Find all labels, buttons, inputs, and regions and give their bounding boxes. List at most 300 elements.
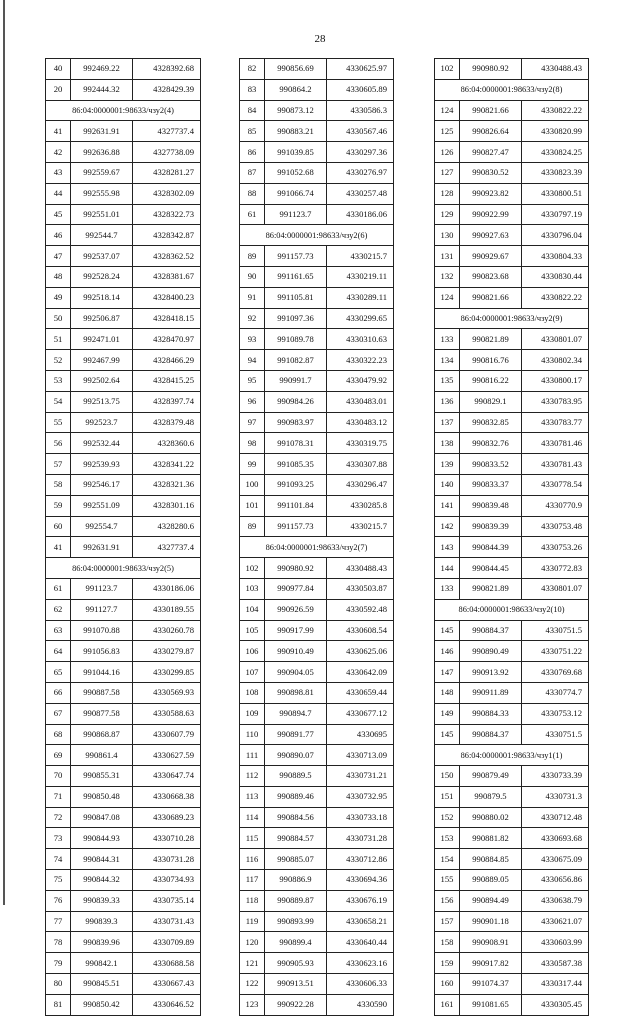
point-number: 90	[240, 266, 265, 287]
point-number: 155	[435, 870, 460, 891]
table-row	[240, 849, 394, 870]
x-coordinate: 990845.51	[71, 974, 133, 995]
x-coordinate: 992469.22	[71, 59, 133, 80]
table-row	[435, 932, 589, 953]
point-number: 130	[435, 225, 460, 246]
point-number: 158	[435, 932, 460, 953]
point-number: 102	[240, 558, 265, 579]
table-row	[46, 433, 201, 454]
x-coordinate: 991074.37	[460, 974, 522, 995]
x-coordinate: 992551.09	[71, 495, 133, 516]
y-coordinate: 4328400.23	[133, 287, 201, 308]
point-number: 72	[46, 807, 71, 828]
x-coordinate: 990923.82	[460, 183, 522, 204]
parcel-id: 86:04:0000001:98633/чзу2(5)	[46, 558, 201, 579]
table-row	[46, 994, 201, 1015]
x-coordinate: 990829.1	[460, 391, 522, 412]
table-row	[46, 516, 201, 537]
point-number: 129	[435, 204, 460, 225]
y-coordinate: 4328418.15	[133, 308, 201, 329]
y-coordinate: 4328379.48	[133, 412, 201, 433]
table-row	[435, 412, 589, 433]
x-coordinate: 992539.93	[71, 454, 133, 475]
x-coordinate: 990816.76	[460, 350, 522, 371]
table-row	[240, 870, 394, 891]
x-coordinate: 990929.67	[460, 246, 522, 267]
x-coordinate: 991123.7	[265, 204, 327, 225]
point-number: 136	[435, 391, 460, 412]
table-row	[46, 703, 201, 724]
table-row	[240, 370, 394, 391]
point-number: 140	[435, 474, 460, 495]
x-coordinate: 992554.7	[71, 516, 133, 537]
point-number: 62	[46, 599, 71, 620]
table-row	[46, 911, 201, 932]
point-number: 132	[435, 266, 460, 287]
point-number: 120	[240, 932, 265, 953]
table-row	[46, 59, 201, 80]
y-coordinate: 4330483.12	[327, 412, 394, 433]
y-coordinate: 4330753.48	[522, 516, 589, 537]
table-row	[435, 454, 589, 475]
table-row	[435, 350, 589, 371]
x-coordinate: 990886.9	[265, 870, 327, 891]
table-row	[435, 537, 589, 558]
table-row	[240, 474, 394, 495]
y-coordinate: 4330488.43	[522, 59, 589, 80]
table-row	[240, 786, 394, 807]
y-coordinate: 4330647.74	[133, 766, 201, 787]
point-number: 148	[435, 682, 460, 703]
x-coordinate: 990861.4	[71, 745, 133, 766]
y-coordinate: 4330621.07	[522, 911, 589, 932]
y-coordinate: 4330319.75	[327, 433, 394, 454]
x-coordinate: 992544.7	[71, 225, 133, 246]
point-number: 63	[46, 620, 71, 641]
point-number: 70	[46, 766, 71, 787]
y-coordinate: 4330733.39	[522, 766, 589, 787]
y-coordinate: 4330688.58	[133, 953, 201, 974]
x-coordinate: 990839.39	[460, 516, 522, 537]
y-coordinate: 4328321.36	[133, 474, 201, 495]
point-number: 50	[46, 308, 71, 329]
y-coordinate: 4330820.99	[522, 121, 589, 142]
x-coordinate: 992523.7	[71, 412, 133, 433]
point-number: 106	[240, 641, 265, 662]
point-number: 45	[46, 204, 71, 225]
x-coordinate: 990977.84	[265, 578, 327, 599]
x-coordinate: 990833.52	[460, 454, 522, 475]
point-number: 76	[46, 890, 71, 911]
point-number: 127	[435, 162, 460, 183]
point-number: 20	[46, 79, 71, 100]
y-coordinate: 4328466.29	[133, 350, 201, 371]
parcel-header-row	[46, 100, 201, 121]
point-number: 88	[240, 183, 265, 204]
x-coordinate: 990881.82	[460, 828, 522, 849]
x-coordinate: 991127.7	[71, 599, 133, 620]
y-coordinate: 4330592.48	[327, 599, 394, 620]
y-coordinate: 4330677.12	[327, 703, 394, 724]
table-row	[435, 162, 589, 183]
x-coordinate: 990908.91	[460, 932, 522, 953]
y-coordinate: 4330305.45	[522, 994, 589, 1015]
x-coordinate: 990847.08	[71, 807, 133, 828]
point-number: 153	[435, 828, 460, 849]
x-coordinate: 990839.48	[460, 495, 522, 516]
point-number: 81	[46, 994, 71, 1015]
point-number: 55	[46, 412, 71, 433]
y-coordinate: 4330734.93	[133, 870, 201, 891]
y-coordinate: 4330772.83	[522, 558, 589, 579]
parcel-id: 86:04:0000001:98633/чзу2(6)	[240, 225, 394, 246]
x-coordinate: 990839.96	[71, 932, 133, 953]
y-coordinate: 4330310.63	[327, 329, 394, 350]
point-number: 40	[46, 59, 71, 80]
x-coordinate: 991157.73	[265, 246, 327, 267]
y-coordinate: 4330219.11	[327, 266, 394, 287]
parcel-id: 86:04:0000001:98633/чзу1(1)	[435, 745, 589, 766]
point-number: 61	[46, 578, 71, 599]
table-row	[240, 204, 394, 225]
y-coordinate: 4330781.46	[522, 433, 589, 454]
x-coordinate: 990823.68	[460, 266, 522, 287]
table-row	[435, 662, 589, 683]
table-row	[46, 142, 201, 163]
table-row	[240, 578, 394, 599]
table-row	[46, 391, 201, 412]
x-coordinate: 990898.81	[265, 682, 327, 703]
x-coordinate: 991044.16	[71, 662, 133, 683]
y-coordinate: 4330751.22	[522, 641, 589, 662]
point-number: 133	[435, 329, 460, 350]
y-coordinate: 4330646.52	[133, 994, 201, 1015]
table-row	[435, 849, 589, 870]
point-number: 56	[46, 433, 71, 454]
table-row	[240, 703, 394, 724]
y-coordinate: 4330769.68	[522, 662, 589, 683]
y-coordinate: 4330299.65	[327, 308, 394, 329]
table-row	[240, 287, 394, 308]
x-coordinate: 990844.45	[460, 558, 522, 579]
point-number: 79	[46, 953, 71, 974]
y-coordinate: 4330606.33	[327, 974, 394, 995]
table-row	[240, 558, 394, 579]
point-number: 102	[435, 59, 460, 80]
point-number: 48	[46, 266, 71, 287]
point-number: 137	[435, 412, 460, 433]
coordinates-table-right	[434, 58, 589, 1016]
table-row	[46, 412, 201, 433]
y-coordinate: 4330296.47	[327, 474, 394, 495]
point-number: 54	[46, 391, 71, 412]
y-coordinate: 4330796.04	[522, 225, 589, 246]
y-coordinate: 4330569.93	[133, 682, 201, 703]
y-coordinate: 4330712.48	[522, 807, 589, 828]
table-row	[46, 162, 201, 183]
x-coordinate: 990821.66	[460, 287, 522, 308]
x-coordinate: 990983.97	[265, 412, 327, 433]
x-coordinate: 990922.28	[265, 994, 327, 1015]
table-row	[46, 870, 201, 891]
point-number: 96	[240, 391, 265, 412]
y-coordinate: 4328342.87	[133, 225, 201, 246]
y-coordinate: 4330689.23	[133, 807, 201, 828]
x-coordinate: 990904.05	[265, 662, 327, 683]
y-coordinate: 4330751.5	[522, 724, 589, 745]
x-coordinate: 991097.36	[265, 308, 327, 329]
point-number: 52	[46, 350, 71, 371]
point-number: 133	[435, 578, 460, 599]
table-row	[435, 724, 589, 745]
y-coordinate: 4330289.11	[327, 287, 394, 308]
table-row	[46, 474, 201, 495]
point-number: 142	[435, 516, 460, 537]
table-row	[435, 287, 589, 308]
table-row	[435, 682, 589, 703]
point-number: 89	[240, 516, 265, 537]
x-coordinate: 990984.26	[265, 391, 327, 412]
table-row	[435, 890, 589, 911]
parcel-id: 86:04:0000001:98633/чзу2(9)	[435, 308, 589, 329]
y-coordinate: 4330285.8	[327, 495, 394, 516]
table-row	[240, 412, 394, 433]
table-row	[240, 162, 394, 183]
x-coordinate: 990844.93	[71, 828, 133, 849]
point-number: 107	[240, 662, 265, 683]
x-coordinate: 991052.68	[265, 162, 327, 183]
x-coordinate: 990917.99	[265, 620, 327, 641]
y-coordinate: 4330322.23	[327, 350, 394, 371]
x-coordinate: 991070.88	[71, 620, 133, 641]
x-coordinate: 992444.32	[71, 79, 133, 100]
point-number: 98	[240, 433, 265, 454]
point-number: 67	[46, 703, 71, 724]
point-number: 97	[240, 412, 265, 433]
y-coordinate: 4328381.67	[133, 266, 201, 287]
point-number: 111	[240, 745, 265, 766]
table-row	[435, 641, 589, 662]
point-number: 149	[435, 703, 460, 724]
point-number: 157	[435, 911, 460, 932]
table-row	[240, 932, 394, 953]
y-coordinate: 4330753.26	[522, 537, 589, 558]
parcel-header-row	[435, 745, 589, 766]
x-coordinate: 990884.56	[265, 807, 327, 828]
x-coordinate: 991105.81	[265, 287, 327, 308]
y-coordinate: 4330783.77	[522, 412, 589, 433]
table-row	[240, 391, 394, 412]
point-number: 66	[46, 682, 71, 703]
parcel-header-row	[240, 225, 394, 246]
table-row	[435, 433, 589, 454]
y-coordinate: 4330731.28	[327, 828, 394, 849]
x-coordinate: 990899.4	[265, 932, 327, 953]
y-coordinate: 4330731.43	[133, 911, 201, 932]
y-coordinate: 4330693.68	[522, 828, 589, 849]
x-coordinate: 990877.58	[71, 703, 133, 724]
point-number: 61	[240, 204, 265, 225]
table-row	[435, 391, 589, 412]
table-row	[240, 807, 394, 828]
table-row	[46, 786, 201, 807]
x-coordinate: 990884.37	[460, 620, 522, 641]
x-coordinate: 992537.07	[71, 246, 133, 267]
table-row	[240, 682, 394, 703]
parcel-id: 86:04:0000001:98633/чзу2(7)	[240, 537, 394, 558]
point-number: 145	[435, 620, 460, 641]
y-coordinate: 4328322.73	[133, 204, 201, 225]
y-coordinate: 4330667.43	[133, 974, 201, 995]
y-coordinate: 4330603.99	[522, 932, 589, 953]
x-coordinate: 990839.33	[71, 890, 133, 911]
point-number: 80	[46, 974, 71, 995]
point-number: 146	[435, 641, 460, 662]
table-row	[46, 350, 201, 371]
point-number: 58	[46, 474, 71, 495]
table-row	[240, 350, 394, 371]
table-row	[435, 225, 589, 246]
x-coordinate: 992518.14	[71, 287, 133, 308]
point-number: 114	[240, 807, 265, 828]
point-number: 124	[435, 287, 460, 308]
table-row	[46, 246, 201, 267]
table-row	[46, 183, 201, 204]
table-row	[435, 266, 589, 287]
x-coordinate: 990905.93	[265, 953, 327, 974]
table-row	[435, 953, 589, 974]
point-number: 160	[435, 974, 460, 995]
x-coordinate: 990913.51	[265, 974, 327, 995]
table-row	[240, 329, 394, 350]
point-number: 126	[435, 142, 460, 163]
x-coordinate: 990889.5	[265, 766, 327, 787]
point-number: 125	[435, 121, 460, 142]
point-number: 105	[240, 620, 265, 641]
point-number: 156	[435, 890, 460, 911]
y-coordinate: 4330590	[327, 994, 394, 1015]
x-coordinate: 992631.91	[71, 537, 133, 558]
point-number: 91	[240, 287, 265, 308]
y-coordinate: 4330483.01	[327, 391, 394, 412]
y-coordinate: 4330307.88	[327, 454, 394, 475]
table-row	[435, 142, 589, 163]
y-coordinate: 4330623.16	[327, 953, 394, 974]
point-number: 159	[435, 953, 460, 974]
point-number: 145	[435, 724, 460, 745]
y-coordinate: 4330215.7	[327, 246, 394, 267]
point-number: 128	[435, 183, 460, 204]
coordinates-table-left	[45, 58, 201, 1016]
page-number: 28	[314, 33, 326, 45]
y-coordinate: 4330503.87	[327, 578, 394, 599]
point-number: 95	[240, 370, 265, 391]
x-coordinate: 990913.92	[460, 662, 522, 683]
table-row	[240, 620, 394, 641]
y-coordinate: 4330712.86	[327, 849, 394, 870]
table-row	[46, 682, 201, 703]
x-coordinate: 990879.5	[460, 786, 522, 807]
x-coordinate: 990844.32	[71, 870, 133, 891]
y-coordinate: 4330778.54	[522, 474, 589, 495]
x-coordinate: 992551.01	[71, 204, 133, 225]
x-coordinate: 990842.1	[71, 953, 133, 974]
coordinates-table-middle	[239, 58, 394, 1016]
table-row	[46, 745, 201, 766]
table-row	[46, 828, 201, 849]
y-coordinate: 4330735.14	[133, 890, 201, 911]
x-coordinate: 990884.37	[460, 724, 522, 745]
x-coordinate: 991123.7	[71, 578, 133, 599]
point-number: 82	[240, 59, 265, 80]
point-number: 118	[240, 890, 265, 911]
y-coordinate: 4330713.09	[327, 745, 394, 766]
point-number: 77	[46, 911, 71, 932]
table-row	[46, 79, 201, 100]
table-row	[435, 911, 589, 932]
point-number: 116	[240, 849, 265, 870]
y-coordinate: 4330770.9	[522, 495, 589, 516]
x-coordinate: 990850.48	[71, 786, 133, 807]
x-coordinate: 990826.64	[460, 121, 522, 142]
y-coordinate: 4330824.25	[522, 142, 589, 163]
x-coordinate: 991161.65	[265, 266, 327, 287]
table-row	[240, 454, 394, 475]
y-coordinate: 4330625.06	[327, 641, 394, 662]
table-row	[435, 786, 589, 807]
x-coordinate: 992471.01	[71, 329, 133, 350]
y-coordinate: 4330753.12	[522, 703, 589, 724]
x-coordinate: 992506.87	[71, 308, 133, 329]
table-row	[46, 849, 201, 870]
y-coordinate: 4330804.33	[522, 246, 589, 267]
table-row	[435, 246, 589, 267]
point-number: 74	[46, 849, 71, 870]
x-coordinate: 990894.7	[265, 703, 327, 724]
x-coordinate: 991101.84	[265, 495, 327, 516]
table-row	[46, 121, 201, 142]
table-row	[46, 890, 201, 911]
y-coordinate: 4330733.18	[327, 807, 394, 828]
x-coordinate: 992467.99	[71, 350, 133, 371]
y-coordinate: 4330586.3	[327, 100, 394, 121]
x-coordinate: 990873.12	[265, 100, 327, 121]
point-number: 99	[240, 454, 265, 475]
point-number: 78	[46, 932, 71, 953]
x-coordinate: 992513.75	[71, 391, 133, 412]
x-coordinate: 991093.25	[265, 474, 327, 495]
x-coordinate: 990901.18	[460, 911, 522, 932]
x-coordinate: 990885.07	[265, 849, 327, 870]
x-coordinate: 992555.98	[71, 183, 133, 204]
table-row	[240, 599, 394, 620]
point-number: 135	[435, 370, 460, 391]
table-row	[435, 620, 589, 641]
point-number: 131	[435, 246, 460, 267]
point-number: 49	[46, 287, 71, 308]
x-coordinate: 991056.83	[71, 641, 133, 662]
y-coordinate: 4330627.59	[133, 745, 201, 766]
x-coordinate: 991081.65	[460, 994, 522, 1015]
table-row	[240, 183, 394, 204]
point-number: 71	[46, 786, 71, 807]
x-coordinate: 990980.92	[265, 558, 327, 579]
table-row	[435, 828, 589, 849]
y-coordinate: 4330800.17	[522, 370, 589, 391]
table-row	[435, 370, 589, 391]
table-row	[435, 329, 589, 350]
point-number: 121	[240, 953, 265, 974]
